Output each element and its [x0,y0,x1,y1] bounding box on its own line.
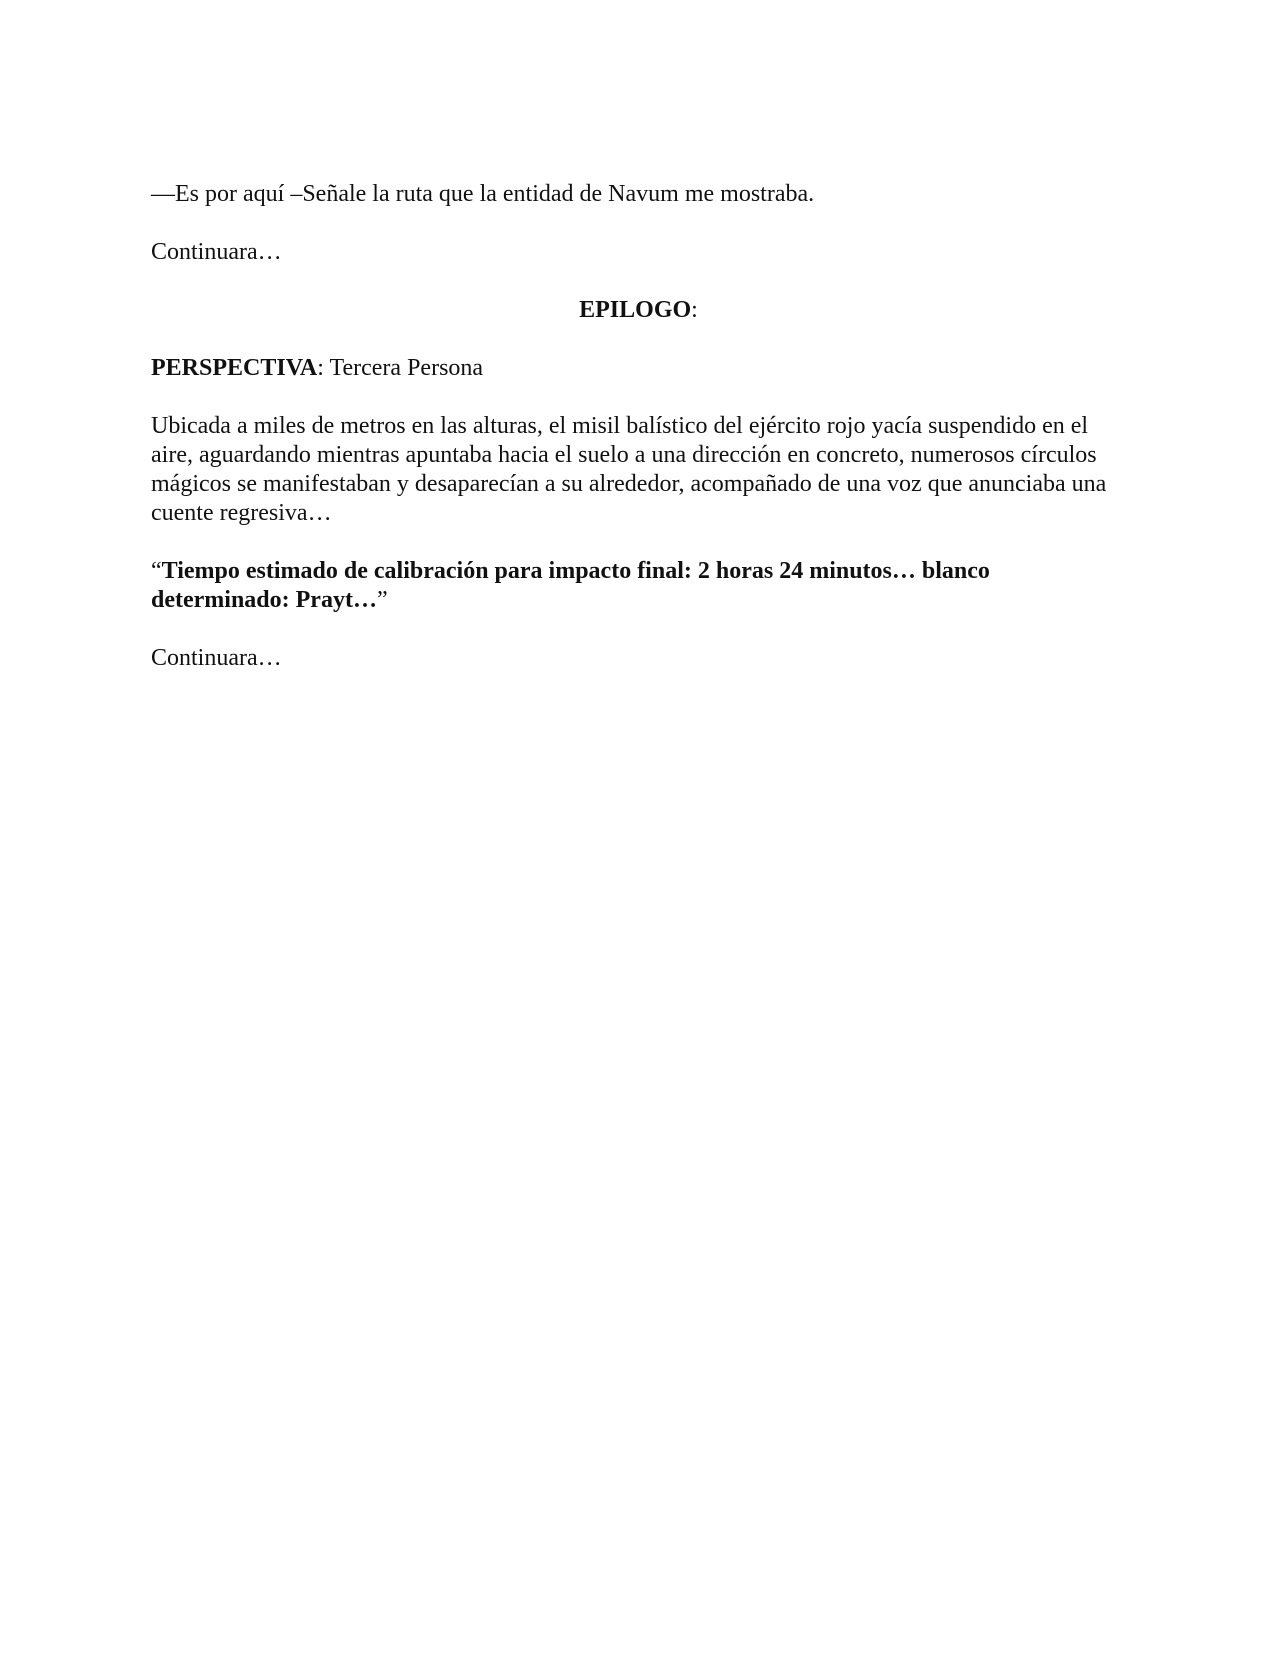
quote-text: Tiempo estimado de calibración para impacto final: 2 horas 24 minutos… blanco determinado: Prayt… [151,558,990,613]
epilogue-heading-text: EPILOGO [579,297,692,323]
dialogue-line: —Es por aquí –Señale la ruta que la entidad de Navum me mostraba. [151,181,815,207]
main-paragraph: Ubicada a miles de metros en las alturas, el misil balístico del ejército rojo yacía suspendido en el aire, aguardando mientras apuntaba hacia el suelo a una dirección en concreto, numerosos círculos mágicos se manifestaban y desaparecían a su alrededor, acompañado de una voz que anunciaba una cuente regresiva… [151,413,1107,526]
countdown-quote [151,557,1126,615]
epilogue-heading-colon: : [691,297,698,323]
continue-marker: Continuara… [151,239,282,265]
epilogue-heading [151,296,1126,325]
quote-open-mark: “ [151,558,162,584]
perspective-line [151,354,1126,383]
continue-marker-final: Continuara… [151,645,282,671]
quote-close-mark: ” [376,587,388,613]
perspective-value: : Tercera Persona [317,355,484,381]
perspective-label: PERSPECTIVA [151,355,318,381]
